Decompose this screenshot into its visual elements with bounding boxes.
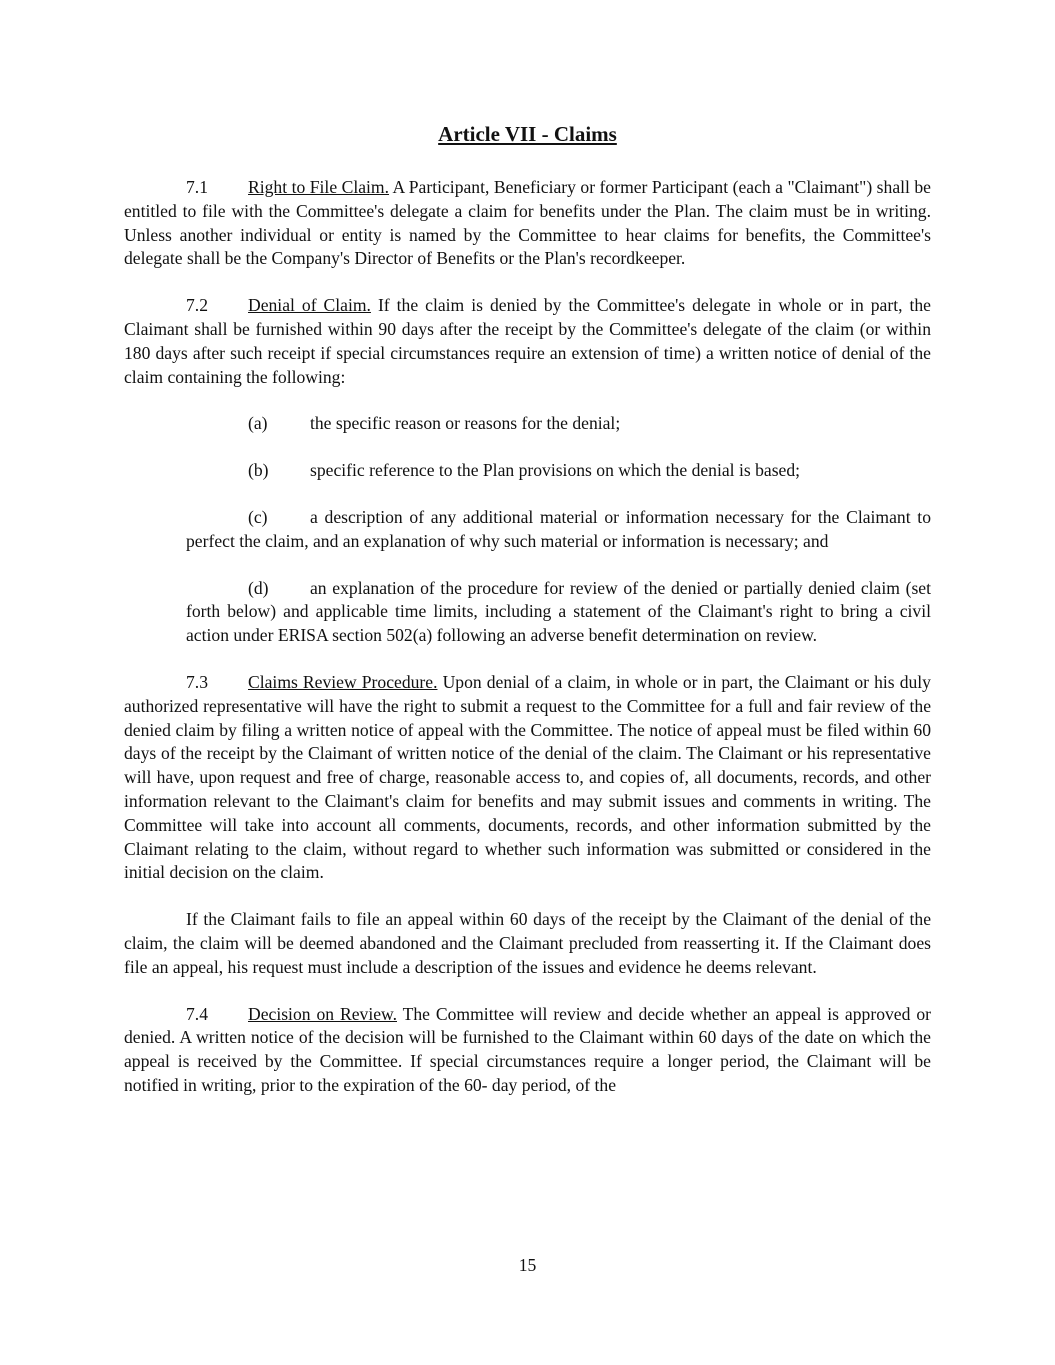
list-item-b: [186, 459, 931, 483]
section-7-2: [124, 294, 931, 389]
section-text: A Participant, Beneficiary or former Participant (each a "Claimant") shall be entitled to file with the Committee's delegate a claim for benefits under the Plan. The claim must be in writing. Unless another individual or entity is named by the Committee to hear claims for benefits, the Committee's delegate shall be the Company's Director of Benefits or the Plan's recordkeeper.: [124, 177, 931, 269]
section-heading: Denial of Claim.: [248, 295, 371, 316]
page-number: 15: [518, 1255, 537, 1275]
article-body: [124, 176, 931, 1121]
section-number: 7.4: [186, 1003, 208, 1024]
section-7-3: [124, 671, 931, 885]
section-7-1: [124, 176, 931, 271]
section-heading: Right to File Claim.: [248, 177, 390, 197]
section-text: If the claim is denied by the Committee's delegate in whole or in part, the Claimant shall be furnished within 90 days after the receipt by the Committee's delegate of the claim (or within 180 days after such receipt if special circumstances require an extension of time) a written notice of denial of the claim containing the following:: [124, 295, 931, 387]
article-title: Article VII - Claims: [438, 122, 617, 146]
list-item-text: specific reference to the Plan provisions on which the denial is based;: [310, 460, 801, 481]
list-item-label: (a): [248, 413, 268, 434]
section-text: The Committee will review and decide whether an appeal is approved or denied. A written notice of the decision will be furnished to the Claimant within 60 days of the date on which the appeal is received by the Committee. If special circumstances require a longer period, the Claimant will be notified in writing, prior to the expiration of the 60- day period, of the: [124, 1003, 931, 1095]
section-text: Upon denial of a claim, in whole or in part, the Claimant or his duly authorized representative will have the right to submit a request to the Committee for a full and fair review of the denied claim by filing a written notice of appeal with the Committee. The notice of appeal must be filed within 60 days of the receipt by the Claimant of written notice of the denial of the claim. The Claimant or his representative will have, upon request and free of charge, reasonable access to, and copies of, all documents, records, and other information relevant to the Claimant's claim for benefits and may submit issues and comments in writing. The Committee will take into account all comments, documents, records, and other information submitted by the Claimant relating to the claim, without regard to whether such information was submitted or considered in the initial decision on the claim.: [124, 671, 931, 883]
list-item-a: [186, 412, 931, 436]
list-item-d: [186, 577, 931, 648]
list-item-text: a description of any additional material or information necessary for the Claimant to perfect the claim, and an explanation of why such material or information is necessary; and: [186, 506, 931, 551]
section-heading: Decision on Review.: [248, 1003, 397, 1024]
section-number: 7.2: [186, 295, 208, 316]
section-number: 7.1: [186, 177, 208, 197]
section-heading: Claims Review Procedure.: [248, 671, 438, 692]
section-7-3-followup: If the Claimant fails to file an appeal within 60 days of the receipt by the Claimant of the denial of the claim, the claim will be deemed abandoned and the Claimant precluded from reasserting it. If the Claimant does file an appeal, his request must include a description of the issues and evidence he deems relevant.: [124, 909, 931, 977]
list-item-text: an explanation of the procedure for review of the denied or partially denied claim (set forth below) and applicable time limits, including a statement of the Claimant's right to bring a civil action under ERISA section 502(a) following an adverse benefit determination on review.: [186, 577, 931, 646]
list-item-label: (d): [248, 577, 269, 598]
section-7-4: [124, 1003, 931, 1098]
section-number: 7.3: [186, 671, 208, 692]
list-item-text: the specific reason or reasons for the denial;: [310, 413, 621, 434]
list-item-label: (b): [248, 460, 269, 481]
list-item-c: [186, 506, 931, 554]
list-item-label: (c): [248, 506, 268, 527]
